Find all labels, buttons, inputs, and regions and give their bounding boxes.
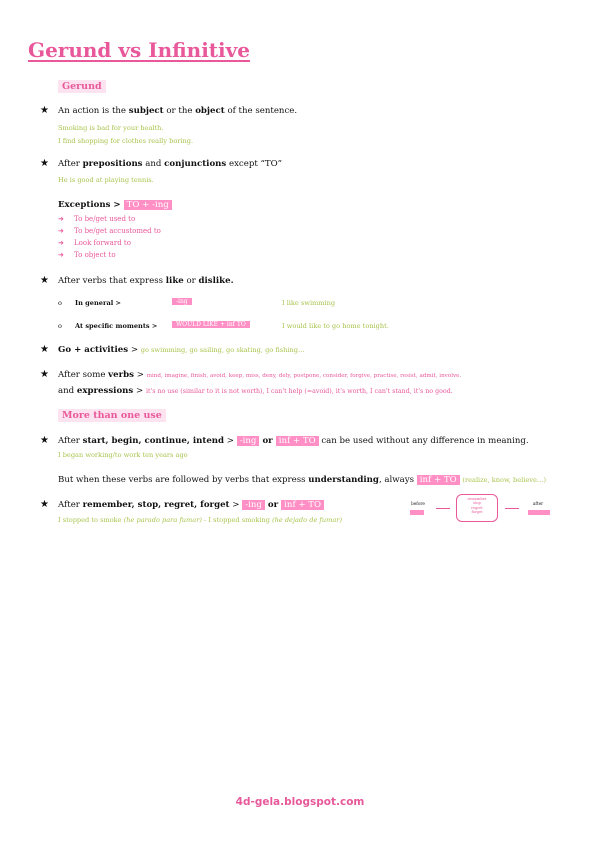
example-sentence: I stopped to smoke (he parado para fumar) - I stopped smoking (he dejado de fumar) bbox=[58, 516, 343, 524]
exception-item: ➜ To object to bbox=[58, 251, 116, 259]
example-sentence: I began working/to work ten years ago bbox=[58, 451, 188, 459]
tag-ing: -ing bbox=[172, 298, 192, 305]
star-bullet: ★ bbox=[40, 158, 49, 169]
example-sentence: Smoking is bad for your health. bbox=[58, 124, 164, 132]
diagram-line bbox=[436, 508, 450, 509]
rule-go-activities: Go + activities > go swimming, go sailing, go skating, go fishing… bbox=[58, 345, 305, 355]
arrow-icon: ➜ bbox=[58, 215, 64, 223]
rule-some-verbs: After some verbs > mind, imagine, finish, avoid, keep, miss, deny, dely, postpone, consider, forgive, practise, resist, admit, involve. bbox=[58, 370, 462, 380]
section-heading-more-than-one-use: More than one use bbox=[58, 409, 166, 422]
diagram-after-tag bbox=[528, 510, 550, 515]
diagram-before-tag bbox=[410, 510, 424, 515]
exception-item: ➜ To be/get accustomed to bbox=[58, 227, 161, 235]
tag-would-like: WOULD LIKE + inf TO bbox=[172, 321, 250, 328]
specific-label: At specific moments > bbox=[75, 322, 158, 330]
rule-prepositions: After prepositions and conjunctions except “TO” bbox=[58, 159, 283, 169]
rule-remember-stop: After remember, stop, regret, forget > -ing or inf + TO bbox=[58, 500, 324, 510]
rule-start-begin: After start, begin, continue, intend > -ing or inf + TO can be used without any difference in meaning. bbox=[58, 436, 529, 446]
example-sentence: I find shopping for clothes really boring. bbox=[58, 137, 194, 145]
diagram-before-label: before bbox=[411, 501, 425, 506]
rule-understanding: But when these verbs are followed by verbs that express understanding, always inf + TO (realize, know, believe…) bbox=[58, 475, 547, 485]
page-title: Gerund vs Infinitive bbox=[28, 38, 250, 62]
exceptions-line: Exceptions > TO + -ing bbox=[58, 200, 172, 210]
arrow-icon: ➜ bbox=[58, 251, 64, 259]
rule-expressions: and expressions > it's no use (similar to it is not worth), I can't help (=avoid), it's worth, I can't stand, it's no good. bbox=[58, 386, 453, 396]
exception-item: ➜ To be/get used to bbox=[58, 215, 136, 223]
circle-bullet: o bbox=[58, 322, 62, 330]
footer-site-link[interactable]: 4d-gela.blogspot.com bbox=[235, 796, 365, 808]
section-heading-gerund: Gerund bbox=[58, 80, 106, 93]
exception-item: ➜ Look forward to bbox=[58, 239, 131, 247]
rule-subject-object: An action is the subject or the object of the sentence. bbox=[58, 106, 298, 116]
star-bullet: ★ bbox=[40, 369, 49, 380]
star-bullet: ★ bbox=[40, 105, 49, 116]
diagram-line bbox=[505, 508, 519, 509]
circle-bullet: o bbox=[58, 299, 62, 307]
star-bullet: ★ bbox=[40, 344, 49, 355]
example-sentence: I like swimming bbox=[282, 299, 336, 307]
general-label: In general > bbox=[75, 299, 122, 307]
rule-like-dislike: After verbs that express like or dislike. bbox=[58, 276, 234, 286]
arrow-icon: ➜ bbox=[58, 239, 64, 247]
example-sentence: He is good at playing tennis. bbox=[58, 176, 154, 184]
example-sentence: I would like to go home tonight. bbox=[282, 322, 389, 330]
arrow-icon: ➜ bbox=[58, 227, 64, 235]
diagram-after-label: after bbox=[532, 501, 544, 506]
star-bullet: ★ bbox=[40, 435, 49, 446]
tag-to-ing: TO + -ing bbox=[124, 200, 172, 210]
star-bullet: ★ bbox=[40, 275, 49, 286]
diagram-verbs-box: remember stop regret forget bbox=[456, 494, 498, 522]
star-bullet: ★ bbox=[40, 499, 49, 510]
